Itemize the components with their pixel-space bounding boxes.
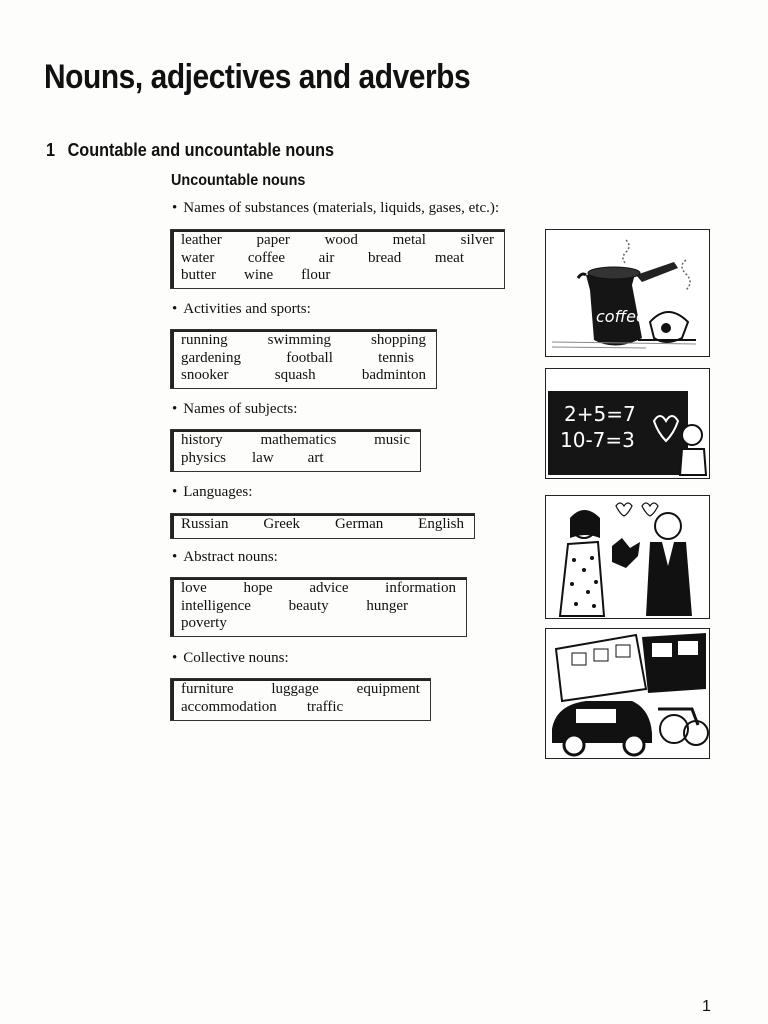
word-row: [181, 432, 410, 450]
traffic-illustration: [545, 628, 710, 759]
couple-flowers-icon: [546, 496, 709, 618]
blackboard-icon: [546, 369, 709, 478]
board-line-1: 2+5=7: [564, 402, 636, 426]
word: running: [181, 332, 228, 348]
bullet-subjects: • Names of subjects:: [172, 401, 297, 418]
word: poverty: [181, 615, 227, 631]
section-label: Countable and uncountable nouns: [67, 140, 334, 160]
word: badminton: [361, 367, 426, 383]
page-number: 1: [702, 998, 711, 1015]
word: German: [334, 516, 384, 532]
bullet-collective: • Collective nouns:: [172, 650, 289, 667]
word-row: [181, 681, 420, 699]
word-box-activities: [170, 329, 437, 389]
word-row: [181, 332, 426, 350]
word: meat: [434, 249, 464, 266]
word: snooker: [181, 367, 229, 383]
word-box-languages: [170, 513, 475, 539]
word-row: [181, 615, 456, 633]
word: art: [307, 449, 324, 466]
word-box-abstract: [170, 577, 467, 637]
word-box-collective: [170, 678, 431, 721]
word: flour: [301, 267, 331, 283]
word: coffee: [247, 249, 286, 266]
coffee-illustration: [545, 229, 710, 357]
word-row: [181, 598, 456, 616]
word: history: [181, 432, 223, 448]
word: music: [374, 432, 410, 448]
word: air: [318, 249, 335, 266]
word: gardening: [181, 349, 241, 366]
word-row: [181, 516, 464, 534]
couple-illustration: [545, 495, 710, 619]
blackboard-illustration: [545, 368, 710, 479]
bullet-abstract: • Abstract nouns:: [172, 549, 278, 566]
word: swimming: [267, 332, 331, 348]
word: leather: [181, 232, 222, 248]
word: love: [181, 580, 207, 596]
word-row: [181, 267, 494, 285]
word: furniture: [181, 681, 234, 697]
subheading: Uncountable nouns: [171, 172, 306, 189]
word: English: [418, 516, 464, 532]
bullet-languages: • Languages:: [172, 484, 252, 501]
traffic-icon: [546, 629, 709, 758]
word: beauty: [288, 597, 329, 614]
section-number: 1: [46, 140, 56, 160]
word: intelligence: [181, 597, 251, 614]
word: mathematics: [260, 432, 337, 448]
word: water: [181, 249, 215, 266]
word-row: [181, 367, 426, 385]
page-title: Nouns, adjectives and adverbs: [44, 58, 471, 96]
word-row: [181, 350, 426, 368]
word: wood: [324, 232, 358, 248]
coffee-pot-icon: [546, 230, 709, 356]
word-row: [181, 699, 420, 717]
word: information: [385, 580, 456, 596]
word: advice: [309, 580, 349, 596]
word-row: [181, 580, 456, 598]
word: traffic: [306, 698, 344, 715]
word: metal: [392, 232, 426, 248]
word: squash: [274, 367, 316, 383]
word: silver: [460, 232, 494, 248]
word: bread: [367, 249, 402, 266]
word: butter: [181, 267, 216, 283]
word: hunger: [366, 597, 408, 614]
word: luggage: [271, 681, 319, 697]
word-row: [181, 232, 494, 250]
word-box-substances: [170, 229, 505, 289]
word-box-subjects: [170, 429, 421, 472]
word-row: [181, 250, 494, 268]
section-heading: [46, 140, 334, 161]
word: paper: [256, 232, 290, 248]
word: accommodation: [181, 698, 277, 715]
word: tennis: [378, 349, 414, 366]
word-row: [181, 450, 410, 468]
bullet-substances: • Names of substances (materials, liquids, gases, etc.):: [172, 200, 499, 217]
bullet-activities: • Activities and sports:: [172, 301, 311, 318]
coffee-label: coffee: [596, 307, 646, 326]
word: hope: [243, 580, 273, 596]
word: shopping: [370, 332, 426, 348]
word: football: [286, 349, 333, 366]
word: physics: [181, 449, 226, 466]
word: wine: [244, 267, 274, 283]
word: Russian: [181, 516, 229, 532]
board-line-2: 10-7=3: [560, 428, 635, 452]
word: law: [252, 449, 274, 466]
word: Greek: [263, 516, 301, 532]
word: equipment: [356, 681, 420, 697]
